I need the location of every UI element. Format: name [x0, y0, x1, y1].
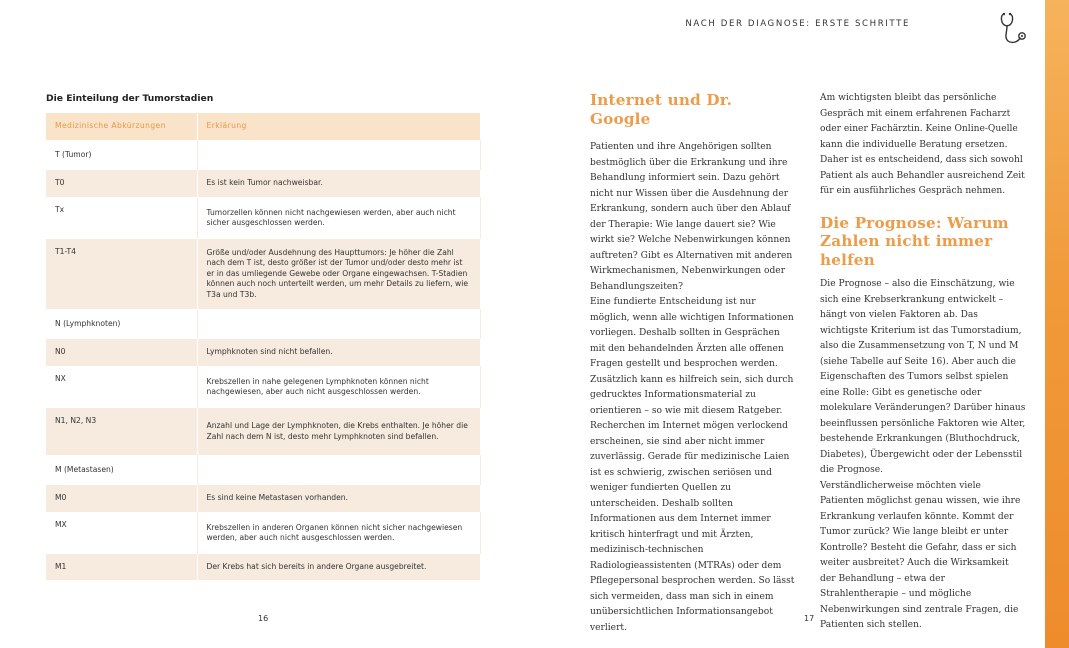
row-abbreviation: M0 — [46, 485, 197, 512]
row-abbreviation: N (Lymphknoten) — [46, 309, 197, 339]
page-edge-color-bar — [1045, 0, 1069, 648]
table-row — [46, 366, 480, 408]
row-explanation: Krebszellen in nahe gelegenen Lymphknoten können nicht nachgewiesen, aber auch nicht ausgeschlossen werden. — [197, 366, 480, 408]
section-heading-internet: Internet und Dr. Google — [590, 91, 733, 128]
table-title: Die Einteilung der Tumorstadien — [46, 93, 214, 104]
row-explanation: Es ist kein Tumor nachweisbar. — [197, 170, 480, 197]
row-explanation: Es sind keine Metastasen vorhanden. — [197, 485, 480, 512]
text-column-left — [590, 91, 796, 636]
paragraph: Verständlicherweise möchten viele Patienten möglichst genau wissen, wie ihre Erkrankung verlaufen könnte. Kommt der Tumor zurück? Wie lange bleibt er unter Kontrolle? Besteht die Gefahr, dass er sich weiter ausbreitet? Auch die Wirksamkeit der Behandlung – etwa der Strahlentherapie – und mögliche Nebenwirkungen sind zentrale Fragen, die Patienten sich stellen. — [820, 480, 1021, 630]
table-header-row — [46, 113, 480, 140]
table-row — [46, 197, 480, 239]
row-abbreviation: T (Tumor) — [46, 140, 197, 170]
table-row — [46, 309, 480, 339]
row-abbreviation: T0 — [46, 170, 197, 197]
table-row — [46, 140, 480, 170]
row-explanation: Lymphknoten sind nicht befallen. — [197, 339, 480, 366]
row-explanation: Anzahl und Lage der Lymphknoten, die Krebs enthalten. Je höher die Zahl nach dem N ist, desto mehr Lymphknoten sind befallen. — [197, 408, 480, 455]
row-abbreviation: NX — [46, 366, 197, 408]
row-abbreviation: N1, N2, N3 — [46, 408, 197, 455]
section-heading-prognosis: Die Prognose: Warum Zahlen nicht immer helfen — [820, 213, 1009, 269]
row-abbreviation: M (Metastasen) — [46, 455, 197, 485]
row-explanation: Tumorzellen können nicht nachgewiesen werden, aber auch nicht sicher ausgeschlossen werden. — [197, 197, 480, 239]
table-row — [46, 554, 480, 580]
page-number-right: 17 — [804, 614, 815, 623]
row-abbreviation: Tx — [46, 197, 197, 239]
row-explanation: Der Krebs hat sich bereits in andere Organe ausgebreitet. — [197, 554, 480, 580]
tumor-stage-table — [46, 113, 481, 580]
row-explanation — [197, 140, 480, 170]
running-header: NACH DER DIAGNOSE: ERSTE SCHRITTE — [685, 19, 910, 29]
table-row — [46, 339, 480, 366]
paragraph: Am wichtigsten bleibt das persönliche Gespräch mit einem erfahrenen Facharzt oder einer Fachärztin. Keine Online-Quelle kann die individuelle Beratung ersetzen. Daher ist es entscheidend, dass sich sowohl Patient als auch Behandler ausreichend Zeit für ein ausführliches Gespräch nehmen. — [820, 93, 1025, 196]
row-explanation — [197, 309, 480, 339]
row-explanation — [197, 455, 480, 485]
page-number-left: 16 — [258, 614, 269, 623]
table-row — [46, 408, 480, 455]
paragraph: Recherchen im Internet mögen verlockend erscheinen, sie sind aber nicht immer zuverlässig. Gerade für medizinische Laien ist es schwierig, zwischen seriösen und weniger fundierten Quellen zu unterscheiden. Deshalb sollten Informationen aus dem Internet immer kritisch hinterfragt und mit Ärzten, medizinisch-technischen Radiologieassistenten (MTRAs) oder dem Pflegepersonal besprochen werden. So lässt sich vermeiden, dass man sich in einem unübersichtlichen Informationsangebot verliert. — [590, 421, 795, 633]
stethoscope-icon — [998, 11, 1028, 47]
table-row — [46, 485, 480, 512]
row-abbreviation: M1 — [46, 554, 197, 580]
table-row — [46, 239, 480, 309]
column-header-abbreviations: Medizinische Abkürzungen — [46, 113, 197, 140]
row-abbreviation: N0 — [46, 339, 197, 366]
paragraph: Patienten und ihre Angehörigen sollten bestmöglich über die Erkrankung und ihre Behandlung informiert sein. Dazu gehört nicht nur Wissen über die Ausdehnung der Erkrankung, sondern auch über den Ablauf der Therapie: Wie lange dauert sie? Wie wirkt sie? Welche Nebenwirkungen können auftreten? Gibt es Alternativen mit anderen Wirkmechanismen, Nebenwirkungen oder Behandlungszeiten? — [590, 142, 793, 292]
table-row — [46, 170, 480, 197]
paragraph: Die Prognose – also die Einschätzung, wie sich eine Krebserkrankung entwickelt – hängt von vielen Faktoren ab. Das wichtigste Kriterium ist das Tumorstadium, also die Zusammensetzung von T, N und M (siehe Tabelle auf Seite 16). Aber auch die Eigenschaften des Tumors selbst spielen eine Rolle: Gibt es genetische oder molekulare Veränderungen? Darüber hinaus beeinflussen persönliche Faktoren wie Alter, bestehende Erkrankungen (Bluthochdruck, Diabetes), Übergewicht oder der Lebensstil die Prognose. — [820, 279, 1026, 475]
row-explanation: Größe und/oder Ausdehnung des Haupttumors: Je höher die Zahl nach dem T ist, desto größer ist der Tumor und/oder desto mehr ist er in das umliegende Gewebe oder Organe eingewachsen. T-Stadien können auch noch unterteilt werden, um mehr Details zu liefern, wie T3a und T3b. — [197, 239, 480, 309]
column-header-explanation: Erklärung — [197, 113, 480, 140]
row-abbreviation: T1-T4 — [46, 239, 197, 309]
text-column-right — [820, 91, 1026, 634]
paragraph: Eine fundierte Entscheidung ist nur möglich, wenn alle wichtigen Informationen vorliegen. Deshalb sollten in Gesprächen mit den behandelnden Ärzten alle offenen Fragen gestellt und besprochen werden. Zusätzlich kann es hilfreich sein, sich durch gedrucktes Informationsmaterial zu orientieren – so wie mit diesem Ratgeber. — [590, 297, 794, 416]
table-row — [46, 455, 480, 485]
row-explanation: Krebszellen in anderen Organen können nicht sicher nachgewiesen werden, aber auch nicht ausgeschlossen werden. — [197, 512, 480, 554]
row-abbreviation: MX — [46, 512, 197, 554]
table-row — [46, 512, 480, 554]
